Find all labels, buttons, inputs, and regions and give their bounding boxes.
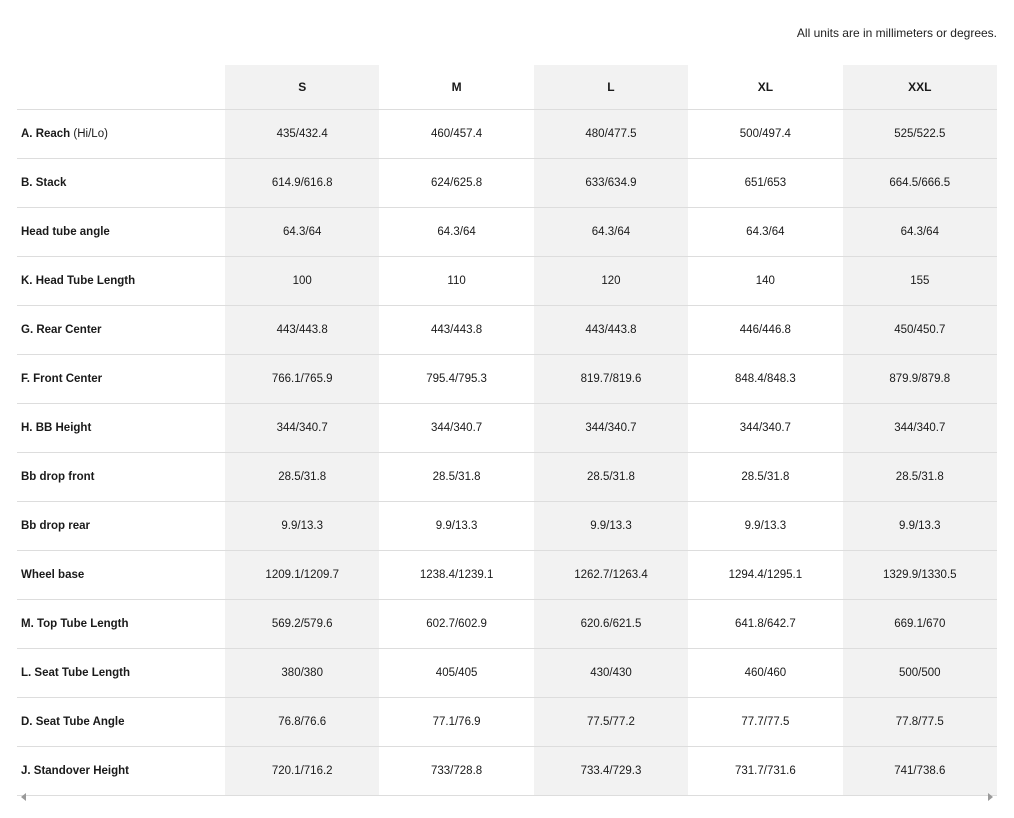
table-cell: 450/450.7 [843,306,997,355]
chevron-right-icon[interactable] [985,792,995,802]
size-header: M [379,65,533,110]
row-label [17,453,225,502]
row-label [17,404,225,453]
table-cell: 64.3/64 [534,208,688,257]
row-label [17,551,225,600]
row-label [17,649,225,698]
table-row [17,257,997,306]
table-cell: 443/443.8 [225,306,379,355]
table-cell: 1329.9/1330.5 [843,551,997,600]
table-cell: 344/340.7 [379,404,533,453]
table-cell: 435/432.4 [225,110,379,159]
table-cell: 76.8/76.6 [225,698,379,747]
row-label-text: M. Top Tube Length [21,618,129,630]
chevron-left-icon[interactable] [19,792,29,802]
table-cell: 651/653 [688,159,842,208]
geometry-table [17,65,997,796]
table-cell: 733/728.8 [379,747,533,796]
table-cell: 28.5/31.8 [225,453,379,502]
table-row [17,649,997,698]
table-cell: 28.5/31.8 [379,453,533,502]
table-cell: 848.4/848.3 [688,355,842,404]
table-cell: 1209.1/1209.7 [225,551,379,600]
table-cell: 28.5/31.8 [534,453,688,502]
table-cell: 9.9/13.3 [843,502,997,551]
table-cell: 669.1/670 [843,600,997,649]
table-cell: 77.7/77.5 [688,698,842,747]
size-header: XL [688,65,842,110]
table-cell: 77.5/77.2 [534,698,688,747]
table-cell: 633/634.9 [534,159,688,208]
table-row [17,453,997,502]
row-label [17,306,225,355]
header-corner [17,65,225,110]
table-cell: 500/497.4 [688,110,842,159]
row-label-text: J. Standover Height [21,765,129,777]
row-label-text: Bb drop rear [21,520,91,532]
table-cell: 9.9/13.3 [688,502,842,551]
table-cell: 795.4/795.3 [379,355,533,404]
table-cell: 624/625.8 [379,159,533,208]
table-cell: 9.9/13.3 [225,502,379,551]
size-header: S [225,65,379,110]
geometry-table-body [17,110,997,796]
table-cell: 766.1/765.9 [225,355,379,404]
table-row [17,306,997,355]
table-cell: 1294.4/1295.1 [688,551,842,600]
table-cell: 380/380 [225,649,379,698]
table-cell: 405/405 [379,649,533,698]
table-cell: 28.5/31.8 [843,453,997,502]
table-cell: 155 [843,257,997,306]
table-cell: 344/340.7 [534,404,688,453]
table-cell: 443/443.8 [534,306,688,355]
row-label-text: L. Seat Tube Length [21,667,131,679]
table-cell: 77.1/76.9 [379,698,533,747]
table-row [17,159,997,208]
table-row [17,208,997,257]
table-cell: 614.9/616.8 [225,159,379,208]
table-cell: 344/340.7 [688,404,842,453]
table-cell: 1238.4/1239.1 [379,551,533,600]
table-cell: 741/738.6 [843,747,997,796]
table-cell: 110 [379,257,533,306]
table-row [17,600,997,649]
table-cell: 9.9/13.3 [379,502,533,551]
row-label [17,600,225,649]
table-row [17,747,997,796]
table-row [17,404,997,453]
geometry-table-container [17,65,997,796]
row-label-text: Bb drop front [21,471,95,483]
row-label [17,747,225,796]
row-label-text: Head tube angle [21,226,110,238]
row-label [17,208,225,257]
horizontal-scrollbar[interactable] [17,790,997,804]
table-cell: 480/477.5 [534,110,688,159]
size-header-row [17,65,997,110]
table-cell: 120 [534,257,688,306]
table-row [17,502,997,551]
table-cell: 100 [225,257,379,306]
table-row [17,110,997,159]
table-cell: 9.9/13.3 [534,502,688,551]
table-cell: 460/460 [688,649,842,698]
table-cell: 1262.7/1263.4 [534,551,688,600]
row-label-text: F. Front Center [21,373,103,385]
table-cell: 500/500 [843,649,997,698]
table-cell: 430/430 [534,649,688,698]
table-cell: 819.7/819.6 [534,355,688,404]
table-cell: 641.8/642.7 [688,600,842,649]
row-label-text: A. Reach [21,128,71,140]
row-label-note: (Hi/Lo) [70,128,108,140]
table-cell: 28.5/31.8 [688,453,842,502]
table-cell: 64.3/64 [688,208,842,257]
row-label [17,159,225,208]
table-cell: 731.7/731.6 [688,747,842,796]
row-label [17,257,225,306]
table-cell: 879.9/879.8 [843,355,997,404]
table-cell: 720.1/716.2 [225,747,379,796]
table-cell: 569.2/579.6 [225,600,379,649]
table-cell: 664.5/666.5 [843,159,997,208]
units-note: All units are in millimeters or degrees. [796,26,997,40]
table-cell: 344/340.7 [843,404,997,453]
row-label [17,698,225,747]
table-cell: 77.8/77.5 [843,698,997,747]
size-header: L [534,65,688,110]
row-label-text: G. Rear Center [21,324,102,336]
row-label [17,502,225,551]
row-label-text: K. Head Tube Length [21,275,136,287]
table-cell: 733.4/729.3 [534,747,688,796]
table-cell: 460/457.4 [379,110,533,159]
table-cell: 64.3/64 [225,208,379,257]
row-label-text: D. Seat Tube Angle [21,716,125,728]
table-cell: 446/446.8 [688,306,842,355]
row-label [17,355,225,404]
table-row [17,551,997,600]
table-row [17,355,997,404]
row-label [17,110,225,159]
row-label-text: Wheel base [21,569,85,581]
table-cell: 64.3/64 [843,208,997,257]
table-row [17,698,997,747]
table-cell: 64.3/64 [379,208,533,257]
table-cell: 140 [688,257,842,306]
table-cell: 602.7/602.9 [379,600,533,649]
table-cell: 443/443.8 [379,306,533,355]
size-header: XXL [843,65,997,110]
table-cell: 525/522.5 [843,110,997,159]
row-label-text: B. Stack [21,177,67,189]
row-label-text: H. BB Height [21,422,92,434]
table-cell: 620.6/621.5 [534,600,688,649]
table-cell: 344/340.7 [225,404,379,453]
